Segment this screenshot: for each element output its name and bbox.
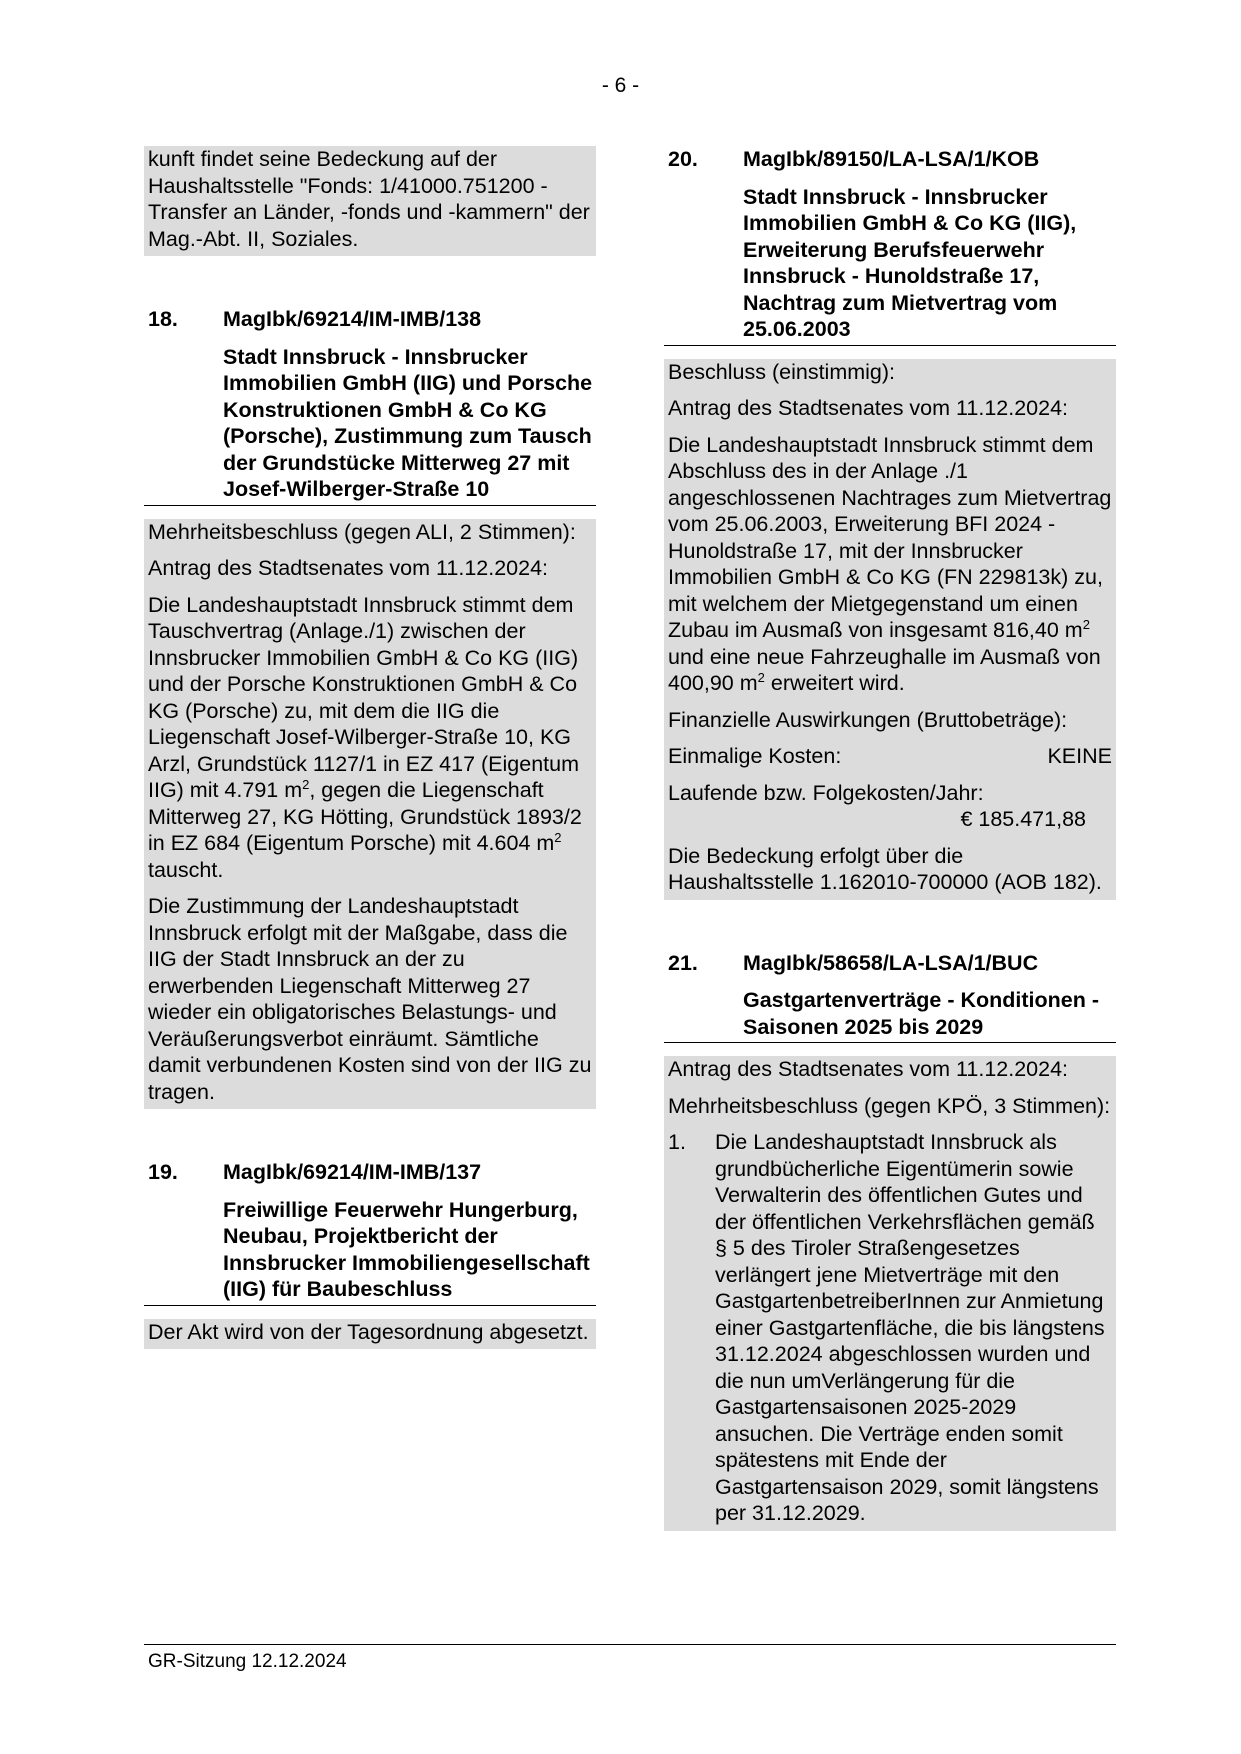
item-21-header — [664, 950, 1116, 1044]
item-20-one-time-row — [668, 743, 1112, 780]
item-18-body — [144, 519, 596, 1110]
item-21-title: Gastgartenverträge - Konditionen - Saisonen 2025 bis 2029 — [743, 988, 1099, 1039]
footer-text: GR-Sitzung 12.12.2024 — [148, 1651, 347, 1672]
item-20-one-time-value: KEINE — [1047, 744, 1112, 768]
item-19-text: Der Akt wird von der Tagesordnung abgesetzt. — [148, 1319, 589, 1344]
item-21-list-number: 1. — [668, 1130, 686, 1154]
item-20-decision: Beschluss (einstimmig): — [668, 359, 895, 384]
page-number: - 6 - — [601, 74, 640, 97]
item-20-running-label: Laufende bzw. Folgekosten/Jahr: — [668, 780, 984, 805]
right-column — [664, 146, 1116, 1531]
item-18-motion: Antrag des Stadtsenates vom 11.12.2024: — [148, 556, 549, 580]
item-18-text-2: Die Zustimmung der Landeshauptstadt Innsbruck erfolgt mit der Maßgabe, dass die IIG der Stadt Innsbruck an der zu erwerbenden Liegenschaft Mitterweg 27 wieder ein obligatorisches Belastungs- und Veräußerungsverbot einräumt. Sämtliche damit verbundenen Kosten sind von der IIG zu tragen. — [148, 894, 592, 1104]
item-18-header — [144, 306, 596, 506]
item-20-running-row — [668, 780, 1112, 843]
item-20-running-value: € 185.471,88 — [960, 807, 1086, 831]
item-20-motion: Antrag des Stadtsenates vom 11.12.2024: — [668, 396, 1069, 420]
item-20-text: Die Landeshauptstadt Innsbruck stimmt dem Abschluss des in der Anlage ./1 angeschlossenen Nachtrages zum Mietvertrag vom 25.06.2003, Erweiterung BFI 2024 - Hunoldstraße 17, mit der Innsbrucker Immobilien GmbH & Co KG (FN 229813k) zu, mit welchem der Mietgegenstand um einen Zubau im Ausmaß von insgesamt 816,40 $m^2$ und eine neue Fahrzeughalle im Ausmaß von 400,90 $m^2$ erweitert wird. — [668, 432, 1112, 695]
item-21-decision: Mehrheitsbeschluss (gegen KPÖ, 3 Stimmen): — [668, 1093, 1111, 1118]
item-18-decision: Mehrheitsbeschluss (gegen ALI, 2 Stimmen): — [148, 519, 576, 544]
item-20-body — [664, 359, 1116, 900]
item-20-coverage: Die Bedeckung erfolgt über die Haushaltsstelle 1.162010-700000 (AOB 182). — [668, 843, 1102, 894]
item-20-number: 20. — [668, 147, 698, 171]
intro-block — [144, 146, 596, 256]
item-18-ref: MagIbk/69214/IM-IMB/138 — [223, 307, 482, 331]
item-19-title: Freiwillige Feuerwehr Hungerburg, Neubau, Projektbericht der Innsbrucker Immobiliengesellschaft (IIG) für Baubeschluss — [223, 1197, 590, 1301]
item-18-number: 18. — [148, 307, 178, 331]
item-19-number: 19. — [148, 1160, 178, 1184]
item-18-title: Stadt Innsbruck - Innsbrucker Immobilien GmbH (IIG) und Porsche Konstruktionen GmbH & Co KG (Porsche), Zustimmung zum Tausch der Grundstücke Mitterweg 27 mit Josef-Wilberger-Straße 10 — [223, 344, 593, 501]
item-20-ref: MagIbk/89150/LA-LSA/1/KOB — [743, 147, 1040, 171]
item-21-list-item — [668, 1129, 1112, 1531]
item-18-text-1: Die Landeshauptstadt Innsbruck stimmt dem Tauschvertrag (Anlage./1) zwischen der Innsbrucker Immobilien GmbH & Co KG (IIG) und der Porsche Konstruktionen GmbH & Co KG (Porsche) zu, mit dem die IIG die Liegenschaft Josef-Wilberger-Straße 10, KG Arzl, Grundstück 1127/1 in EZ 417 (Eigentum IIG) mit 4.791 $m^2$, gegen die Liegenschaft Mitterweg 27, KG Hötting, Grundstück 1893/2 in EZ 684 (Eigentum Porsche) mit 4.604 $m^2$ tauscht. — [148, 592, 582, 882]
intro-text: kunft findet seine Bedeckung auf der Haushaltsstelle "Fonds: 1/41000.751200 - Transfer an Länder, -fonds und -kammern" der Mag.-Abt. II, Soziales. — [148, 147, 590, 251]
item-21-number: 21. — [668, 950, 698, 975]
item-21-motion: Antrag des Stadtsenates vom 11.12.2024: — [668, 1057, 1069, 1081]
left-column — [144, 146, 596, 1349]
item-20-header — [664, 146, 1116, 346]
item-19-body — [144, 1319, 596, 1350]
footer-divider — [144, 1644, 1116, 1645]
item-20-title: Stadt Innsbruck - Innsbrucker Immobilien GmbH & Co KG (IIG), Erweiterung Berufsfeuerwehr Innsbruck - Hunoldstraße 17, Nachtrag zum Mietvertrag vom 25.06.2003 — [743, 184, 1077, 341]
item-19-header — [144, 1159, 596, 1306]
item-21-list-text: Die Landeshauptstadt Innsbruck als grundbücherliche Eigentümerin sowie Verwalterin des öffentlichen Gutes und der öffentlichen Verkehrsflächen gemäß § 5 des Tiroler Straßengesetzes verlängert jene Mietverträge mit den GastgartenbetreiberInnen zur Anmietung einer Gastgartenfläche, die bis längstens 31.12.2024 abgeschlossen wurden und die nun umVerlängerung für die Gastgartensaisonen 2025-2029 ansuchen. Die Verträge enden somit spätestens mit Ende der Gastgartensaison 2029, somit längstens per 31.12.2029. — [715, 1130, 1105, 1525]
item-19-ref: MagIbk/69214/IM-IMB/137 — [223, 1160, 482, 1184]
item-21-ref: MagIbk/58658/LA-LSA/1/BUC — [743, 950, 1039, 975]
item-21-body — [664, 1056, 1116, 1531]
item-20-financial: Finanzielle Auswirkungen (Bruttobeträge): — [668, 707, 1068, 732]
item-20-one-time-label: Einmalige Kosten: — [668, 744, 842, 768]
